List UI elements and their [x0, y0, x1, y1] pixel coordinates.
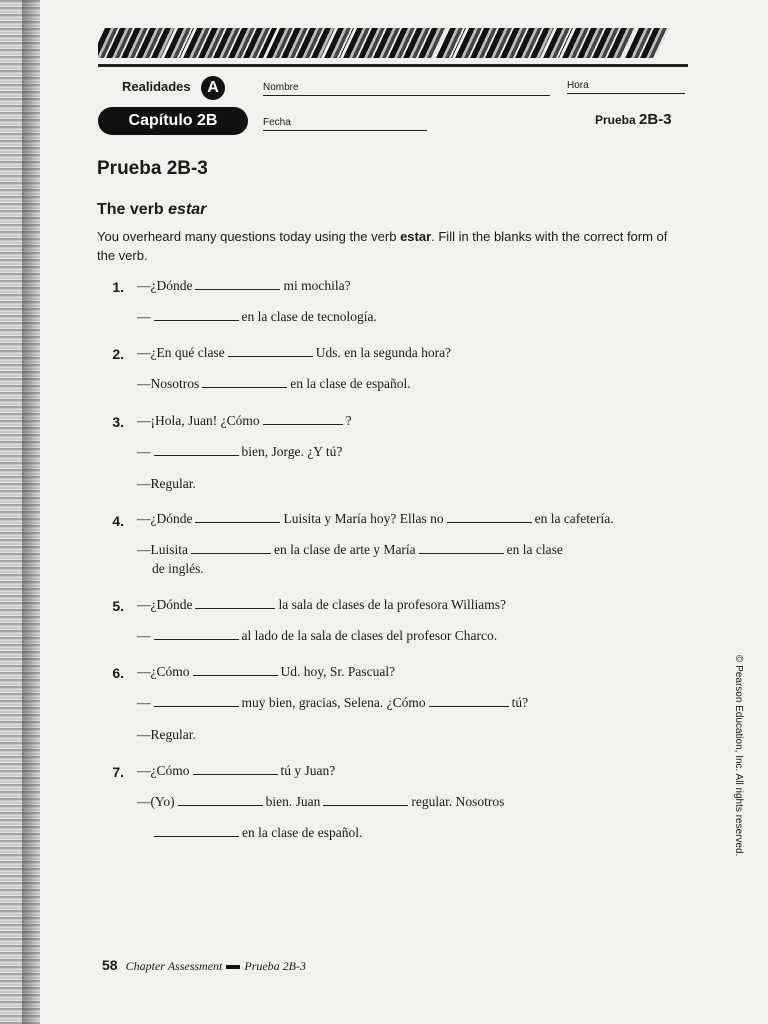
item-line — [137, 444, 342, 460]
fecha-label: Fecha — [263, 117, 291, 128]
text-segment: —¿Dónde — [137, 597, 193, 612]
answer-blank[interactable] — [154, 825, 239, 837]
level-badge: A — [201, 76, 225, 100]
hora-field[interactable] — [567, 93, 685, 94]
answer-blank[interactable] — [193, 763, 278, 775]
text-segment: —Nosotros — [137, 376, 200, 391]
text-segment: Ud. hoy, Sr. Pascual? — [280, 664, 396, 679]
section-subtitle — [97, 201, 206, 219]
text-segment: tú y Juan? — [280, 763, 336, 778]
answer-blank[interactable] — [195, 278, 280, 290]
item-line — [151, 825, 362, 841]
answer-blank[interactable] — [191, 542, 271, 554]
chapter-badge: Capítulo 2B — [98, 107, 248, 135]
instructions-bold: estar — [400, 229, 432, 244]
prueba-prefix: Prueba — [595, 113, 636, 127]
text-segment: en la clase de tecnología. — [241, 309, 377, 324]
item-line — [137, 376, 411, 392]
text-segment: de inglés. — [152, 561, 204, 576]
item-line — [137, 763, 335, 779]
answer-blank[interactable] — [419, 542, 504, 554]
subtitle-prefix: The verb — [97, 201, 164, 218]
footer-dash — [226, 965, 240, 969]
text-segment: bien, Jorge. ¿Y tú? — [241, 444, 343, 459]
text-segment: — — [137, 444, 151, 459]
item-number: 5. — [112, 598, 124, 614]
item-line — [137, 278, 351, 294]
instructions — [97, 227, 677, 265]
text-segment: —¿En qué clase — [137, 345, 225, 360]
nombre-label: Nombre — [263, 82, 299, 93]
answer-blank[interactable] — [195, 511, 280, 523]
text-segment: en la clase de arte y María — [274, 542, 416, 557]
prueba-code-header — [595, 111, 672, 128]
footer-section: Chapter Assessment — [125, 959, 223, 973]
answer-blank[interactable] — [154, 309, 239, 321]
item-line — [137, 542, 563, 558]
text-segment: al lado de la sala de clases del profesor Charco. — [241, 628, 498, 643]
item-line — [137, 511, 614, 527]
text-segment: en la cafetería. — [534, 511, 614, 526]
hora-label: Hora — [567, 80, 589, 91]
text-segment: —¿Dónde — [137, 511, 193, 526]
nombre-field[interactable] — [263, 95, 550, 96]
text-segment: en la clase — [506, 542, 563, 557]
text-segment: —¿Dónde — [137, 278, 193, 293]
page-footer — [102, 957, 306, 974]
text-segment: la sala de clases de la profesora Williams? — [278, 597, 506, 612]
binding-shadow — [22, 0, 40, 1024]
item-line — [137, 476, 196, 492]
answer-blank[interactable] — [228, 345, 313, 357]
item-line — [137, 664, 395, 680]
text-segment: — — [137, 695, 151, 710]
text-segment: en la clase de español. — [242, 825, 363, 840]
item-number: 3. — [112, 414, 124, 430]
text-segment: ? — [345, 413, 352, 428]
text-segment: — — [137, 309, 151, 324]
item-line — [137, 413, 352, 429]
text-segment: — — [137, 628, 151, 643]
answer-blank[interactable] — [195, 597, 275, 609]
answer-blank[interactable] — [202, 376, 287, 388]
item-line — [137, 309, 377, 325]
text-segment: —Regular. — [137, 727, 196, 742]
text-segment: —(Yo) — [137, 794, 175, 809]
item-number: 1. — [112, 279, 124, 295]
item-number: 6. — [112, 665, 124, 681]
item-line — [137, 727, 196, 743]
text-segment: —Luisita — [137, 542, 188, 557]
copyright-notice: © Pearson Education, Inc. All rights reserved. — [733, 655, 744, 857]
item-line — [137, 345, 451, 361]
answer-blank[interactable] — [429, 695, 509, 707]
item-line — [152, 561, 204, 577]
item-line — [137, 695, 528, 711]
page-number: 58 — [102, 957, 118, 973]
answer-blank[interactable] — [178, 794, 263, 806]
text-segment: regular. Nosotros — [411, 794, 505, 809]
text-segment: —Regular. — [137, 476, 196, 491]
answer-blank[interactable] — [154, 444, 239, 456]
page-title: Prueba 2B-3 — [97, 158, 208, 179]
text-segment: —¿Cómo — [137, 664, 190, 679]
item-number: 4. — [112, 513, 124, 529]
item-number: 7. — [112, 764, 124, 780]
item-line — [137, 597, 506, 613]
text-segment: muy bien, gracias, Selena. ¿Cómo — [241, 695, 426, 710]
text-segment: Luisita y María hoy? Ellas no — [283, 511, 444, 526]
footer-prueba: Prueba 2B-3 — [244, 959, 307, 973]
instructions-post: . Fill in the blanks with the correct form of the verb. — [97, 229, 668, 263]
fecha-field[interactable] — [263, 130, 427, 131]
text-segment: bien. Juan — [265, 794, 321, 809]
series-name: Realidades — [122, 79, 191, 94]
decorative-banner — [98, 22, 686, 64]
item-line — [137, 794, 504, 810]
instructions-pre: You overheard many questions today using the verb — [97, 229, 401, 244]
text-segment: —¿Cómo — [137, 763, 190, 778]
answer-blank[interactable] — [154, 628, 239, 640]
text-segment: Uds. en la segunda hora? — [315, 345, 452, 360]
item-line — [137, 628, 497, 644]
subtitle-verb: estar — [168, 201, 207, 218]
answer-blank[interactable] — [447, 511, 532, 523]
answer-blank[interactable] — [263, 413, 343, 425]
text-segment: tú? — [511, 695, 529, 710]
answer-blank[interactable] — [154, 695, 239, 707]
text-segment: —¡Hola, Juan! ¿Cómo — [137, 413, 260, 428]
answer-blank[interactable] — [323, 794, 408, 806]
text-segment: en la clase de español. — [290, 376, 411, 391]
banner-rule — [98, 64, 688, 67]
prueba-code: 2B-3 — [639, 111, 672, 128]
text-segment: mi mochila? — [283, 278, 351, 293]
item-number: 2. — [112, 346, 124, 362]
answer-blank[interactable] — [193, 664, 278, 676]
